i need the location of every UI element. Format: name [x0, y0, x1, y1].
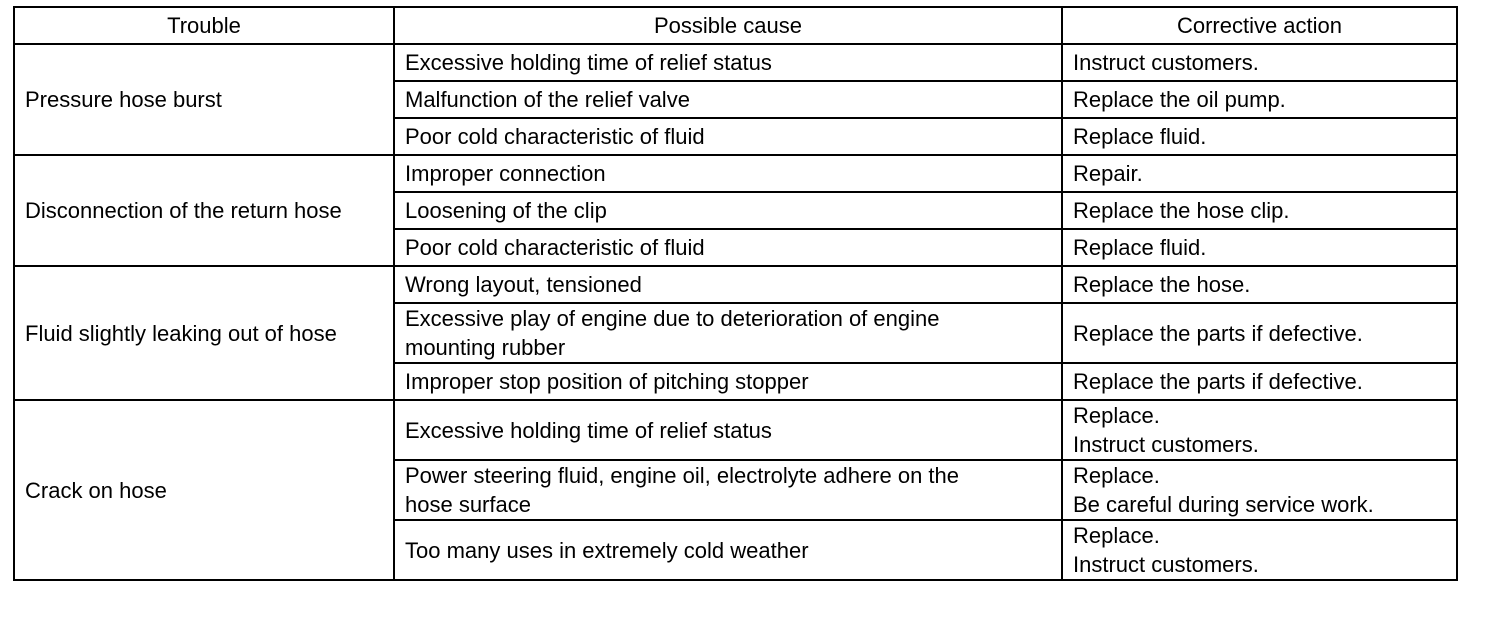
- possible-cause-cell: [394, 303, 1062, 363]
- possible-cause-cell: [394, 460, 1062, 520]
- action-text: Replace the oil pump.: [1073, 87, 1286, 112]
- cause-text: Improper stop position of pitching stopper: [405, 369, 809, 394]
- cause-text: Loosening of the clip: [405, 198, 607, 223]
- corrective-action-cell: [1062, 81, 1457, 118]
- corrective-action-cell: [1062, 400, 1457, 460]
- corrective-action-cell: [1062, 460, 1457, 520]
- action-text: Replace the hose.: [1073, 272, 1251, 297]
- possible-cause-cell: [394, 81, 1062, 118]
- corrective-action-cell: [1062, 520, 1457, 580]
- possible-cause-cell: [394, 192, 1062, 229]
- table-row: [14, 400, 1457, 460]
- possible-cause-cell: [394, 400, 1062, 460]
- trouble-cell: Fluid slightly leaking out of hose: [14, 266, 394, 400]
- header-row: [14, 7, 1457, 44]
- troubleshooting-table: [13, 6, 1458, 581]
- possible-cause-cell: [394, 229, 1062, 266]
- cause-text: Excessive play of engine due to deterioration of engine: [405, 306, 940, 331]
- possible-cause-cell: [394, 155, 1062, 192]
- corrective-action-cell: [1062, 155, 1457, 192]
- header-trouble: Trouble: [14, 7, 394, 44]
- table-header: [14, 7, 1457, 44]
- corrective-action-cell: [1062, 363, 1457, 400]
- trouble-cell: Disconnection of the return hose: [14, 155, 394, 266]
- possible-cause-cell: [394, 363, 1062, 400]
- table-row: [14, 266, 1457, 303]
- action-text: Instruct customers.: [1073, 432, 1259, 457]
- action-text: Replace the parts if defective.: [1073, 369, 1363, 394]
- cause-text: Poor cold characteristic of fluid: [405, 124, 705, 149]
- cause-text: Wrong layout, tensioned: [405, 272, 642, 297]
- action-text: Repair.: [1073, 161, 1143, 186]
- possible-cause-cell: [394, 520, 1062, 580]
- action-text: Replace fluid.: [1073, 124, 1207, 149]
- possible-cause-cell: [394, 118, 1062, 155]
- trouble-cell: Crack on hose: [14, 400, 394, 580]
- action-text: Instruct customers.: [1073, 552, 1259, 577]
- action-text: Replace the parts if defective.: [1073, 320, 1363, 346]
- corrective-action-cell: [1062, 303, 1457, 363]
- header-possible-cause: Possible cause: [394, 7, 1062, 44]
- trouble-cell: Pressure hose burst: [14, 44, 394, 155]
- action-text: Replace.: [1073, 523, 1160, 548]
- cause-text: mounting rubber: [405, 335, 566, 360]
- cause-text: Malfunction of the relief valve: [405, 87, 690, 112]
- action-text: Replace the hose clip.: [1073, 198, 1290, 223]
- table-row: [14, 155, 1457, 192]
- header-corrective-action: Corrective action: [1062, 7, 1457, 44]
- table-body: [14, 44, 1457, 580]
- corrective-action-cell: [1062, 118, 1457, 155]
- cause-text: Poor cold characteristic of fluid: [405, 235, 705, 260]
- cause-text: Improper connection: [405, 161, 606, 186]
- corrective-action-cell: [1062, 192, 1457, 229]
- table-row: [14, 44, 1457, 81]
- corrective-action-cell: [1062, 44, 1457, 81]
- action-text: Be careful during service work.: [1073, 492, 1374, 517]
- corrective-action-cell: [1062, 229, 1457, 266]
- possible-cause-cell: [394, 266, 1062, 303]
- possible-cause-cell: [394, 44, 1062, 81]
- corrective-action-cell: [1062, 266, 1457, 303]
- action-text: Replace.: [1073, 463, 1160, 488]
- action-text: Replace.: [1073, 403, 1160, 428]
- action-text: Replace fluid.: [1073, 235, 1207, 260]
- cause-text: Power steering fluid, engine oil, electrolyte adhere on the: [405, 463, 960, 488]
- cause-text: hose surface: [405, 492, 531, 517]
- cause-text: Excessive holding time of relief status: [405, 417, 772, 443]
- action-text: Instruct customers.: [1073, 50, 1259, 75]
- cause-text: Too many uses in extremely cold weather: [405, 537, 809, 563]
- cause-text: Excessive holding time of relief status: [405, 50, 772, 75]
